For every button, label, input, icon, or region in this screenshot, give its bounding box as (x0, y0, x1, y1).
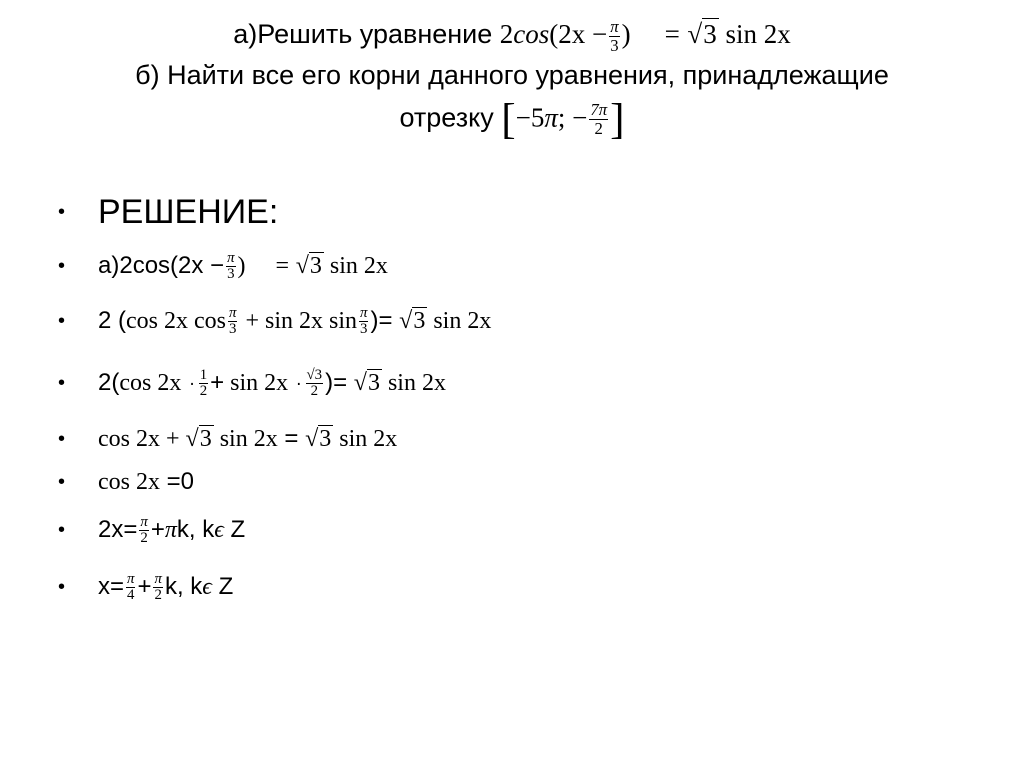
step2-b: cos 2x cos (126, 308, 226, 334)
solution-step-7 (58, 558, 958, 616)
solution-step-6 (58, 502, 958, 558)
title-a-close: ) (621, 19, 631, 50)
step2-fraction-2 (359, 306, 368, 338)
title-c-start: −5 (515, 102, 545, 133)
step1-frac-num: π (227, 249, 235, 266)
step2-frac1-den: 3 (229, 321, 237, 338)
step4-rhs: sin 2x (333, 426, 398, 452)
solution-heading: РЕШЕНИЕ: (98, 193, 279, 231)
title-c-semi: ; − (557, 102, 588, 133)
step3-dot-2: · (296, 374, 302, 394)
title-a-open: (2x − (549, 19, 608, 50)
solution-step-5 (58, 462, 958, 502)
bullet: • (58, 372, 66, 394)
step3-frac2-num: √3 (306, 366, 323, 383)
solution-list (58, 188, 958, 616)
step7-in: ϵ (202, 574, 212, 600)
step2-a: 2 ( (98, 307, 127, 334)
step6-pi: π (164, 517, 177, 543)
step7-plus: + (137, 573, 152, 600)
bullet: • (58, 576, 66, 598)
step2-frac1-num: π (229, 304, 237, 321)
title-c-frac-num: 7π (590, 100, 608, 120)
step5-a: cos 2x (98, 469, 160, 495)
title-line-a (60, 18, 964, 54)
step7-a: x= (98, 573, 125, 600)
step7-frac2-den: 2 (154, 587, 162, 604)
title-a-rhs: sin 2x (718, 19, 791, 50)
step6-in: ϵ (214, 517, 224, 543)
step4-sqrt1-value: 3 (199, 426, 212, 452)
title-c-word: отрезку (399, 102, 502, 133)
title-c-pi: π (544, 102, 558, 133)
title-a-coef: 2 (499, 19, 514, 50)
step1-sqrt-value: 3 (309, 253, 322, 279)
title-line-c (60, 95, 964, 143)
title-a-cos: cos (513, 19, 550, 50)
step5-b: =0 (160, 468, 195, 495)
step7-z: Z (211, 573, 234, 600)
step1-eq: = (275, 253, 290, 279)
step2-frac2-num: π (360, 304, 368, 321)
step2-rhs: sin 2x (427, 308, 492, 334)
title-a-sqrt-value: 3 (703, 19, 717, 50)
step7-fraction-1 (126, 572, 135, 604)
step3-sqrt: √3 (353, 370, 380, 396)
step3-fraction-1 (199, 368, 208, 400)
title-c-fraction (589, 101, 608, 137)
title-c-rbracket: ] (610, 95, 625, 143)
step3-frac1-num: 1 (199, 366, 208, 383)
step7-fraction-2 (153, 572, 162, 604)
bullet: • (58, 255, 66, 277)
step6-frac-num: π (140, 513, 148, 530)
step4-eq: = (277, 425, 306, 452)
title-c-lbracket: [ (501, 95, 516, 143)
step1-fraction (226, 251, 235, 283)
title-a-fraction (609, 18, 619, 54)
step3-e: sin 2x (224, 370, 295, 396)
step3-frac1-den: 2 (199, 383, 208, 400)
step7-frac1-den: 4 (127, 587, 135, 604)
step3-frac2-den: 2 (310, 383, 319, 400)
solution-step-2 (58, 292, 958, 350)
bullet: • (58, 428, 66, 450)
step2-frac2-den: 3 (360, 321, 368, 338)
step2-sqrt-value: 3 (413, 308, 426, 334)
title-a-frac-den: 3 (610, 35, 619, 55)
step6-frac-den: 2 (140, 530, 148, 547)
slide-title (60, 18, 964, 148)
step4-sqrt2-value: 3 (319, 426, 332, 452)
step1-a: а)2cos(2x − (98, 252, 225, 279)
step1-close: ) (237, 253, 246, 279)
step6-fraction (139, 515, 148, 547)
step3-a: 2( (98, 369, 120, 396)
title-c-frac-den: 2 (594, 118, 603, 138)
step4-sqrt-2: √3 (305, 426, 332, 452)
step2-c: + sin 2x sin (239, 308, 358, 334)
bullet: • (58, 201, 66, 223)
title-a-prefix: а)Решить уравнение (233, 19, 500, 50)
step3-b: cos 2x (119, 370, 188, 396)
step6-z: Z (223, 516, 246, 543)
step3-fraction-2 (306, 368, 324, 400)
step1-sqrt: √3 (295, 253, 322, 279)
step3-c: + (210, 369, 225, 396)
step6-b: + (150, 516, 165, 543)
step3-rhs: sin 2x (381, 370, 446, 396)
step6-a: 2x= (98, 516, 138, 543)
step6-c: k, k (176, 516, 215, 543)
step3-f: )= (325, 369, 348, 396)
solution-step-4 (58, 416, 958, 462)
step3-sqrt-value: 3 (367, 370, 380, 396)
step1-rhs: sin 2x (323, 253, 388, 279)
step3-dot-1: · (189, 374, 195, 394)
bullet: • (58, 519, 66, 541)
step2-sqrt: √3 (399, 308, 426, 334)
step4-a: cos 2x + (98, 426, 186, 452)
step7-c: k, k (164, 573, 203, 600)
solution-heading-row (58, 188, 958, 236)
step7-frac1-num: π (127, 570, 135, 587)
title-a-sqrt: √3 (687, 19, 717, 50)
step2-fraction-1 (228, 306, 237, 338)
step2-d: )= (370, 307, 393, 334)
bullet: • (58, 310, 66, 332)
step7-frac2-num: π (154, 570, 162, 587)
solution-step-1 (58, 240, 958, 292)
step4-b: sin 2x (213, 426, 278, 452)
solution-step-3 (58, 350, 958, 416)
title-line-b: б) Найти все его корни данного уравнения, принадлежащие (135, 60, 889, 91)
step4-sqrt-1: √3 (185, 426, 212, 452)
bullet: • (58, 471, 66, 493)
step1-frac-den: 3 (227, 266, 235, 283)
title-a-eq: = (664, 19, 680, 50)
title-a-frac-num: π (610, 17, 619, 36)
